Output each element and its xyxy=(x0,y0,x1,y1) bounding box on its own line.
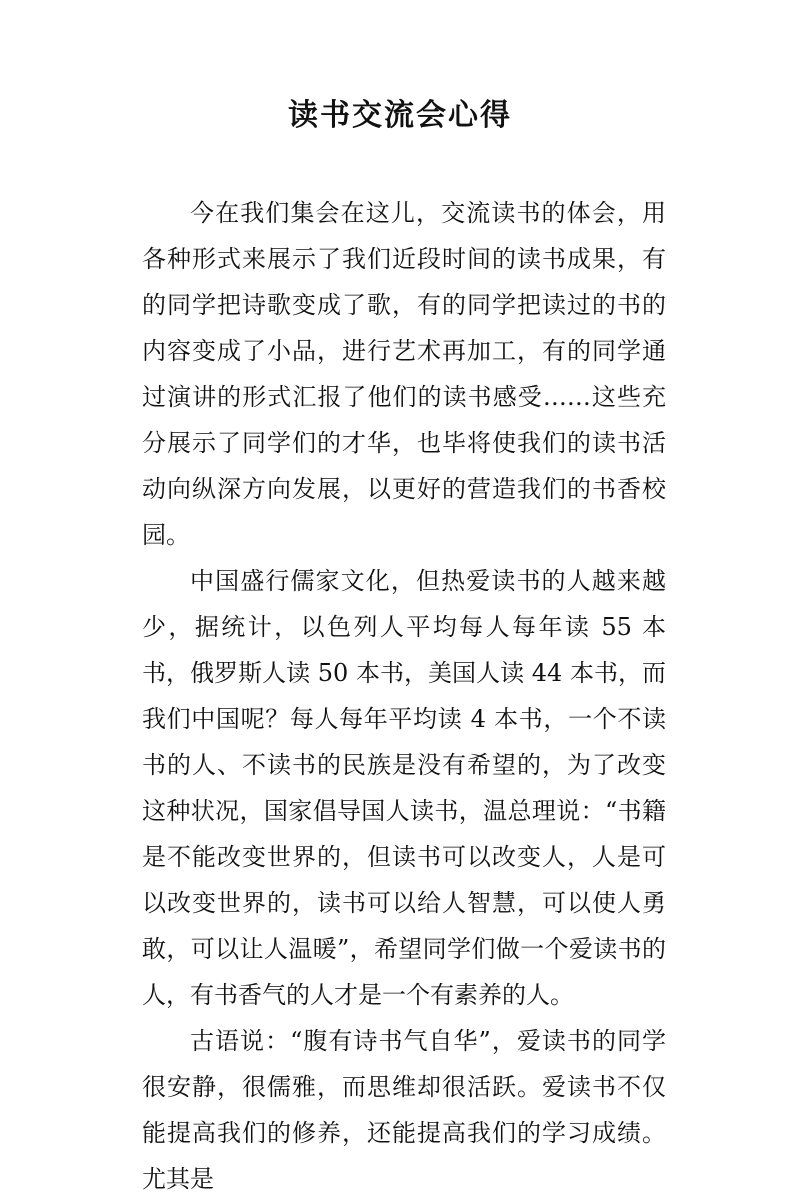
document-title: 读书交流会心得 xyxy=(288,98,512,133)
paragraph-3: 古语说：“腹有诗书气自华”，爱读书的同学很安静，很儒雅，而思维却很活跃。爱读书不仅能提高我们的修养，还能提高我们的学习成绩。尤其是 xyxy=(142,1027,666,1193)
document-body xyxy=(142,190,666,1202)
paragraph-2: 中国盛行儒家文化，但热爱读书的人越来越少，据统计，以色列人平均每人每年读 55 本书，俄罗斯人读 50 本书，美国人读 44 本书，而我们中国呢？每人每年平均读 4 本书，一个不读书的人、不读书的民族是没有希望的，为了改变这种状况，国家倡导国人读书，温总理说：“书籍是不能改变世界的，但读书可以改变人，人是可以改变世界的，读书可以给人智慧，可以使人勇敢，可以让人温暖”，希望同学们做一个爱读书的人，有书香气的人才是一个有素养的人。 xyxy=(142,567,666,1009)
paragraph-1: 今在我们集会在这儿，交流读书的体会，用各种形式来展示了我们近段时间的读书成果，有的同学把诗歌变成了歌，有的同学把读过的书的内容变成了小品，进行艺术再加工，有的同学通过演讲的形式汇报了他们的读书感受……这些充分展示了同学们的才华，也毕将使我们的读书活动向纵深方向发展，以更好的营造我们的书香校园。 xyxy=(142,199,666,549)
